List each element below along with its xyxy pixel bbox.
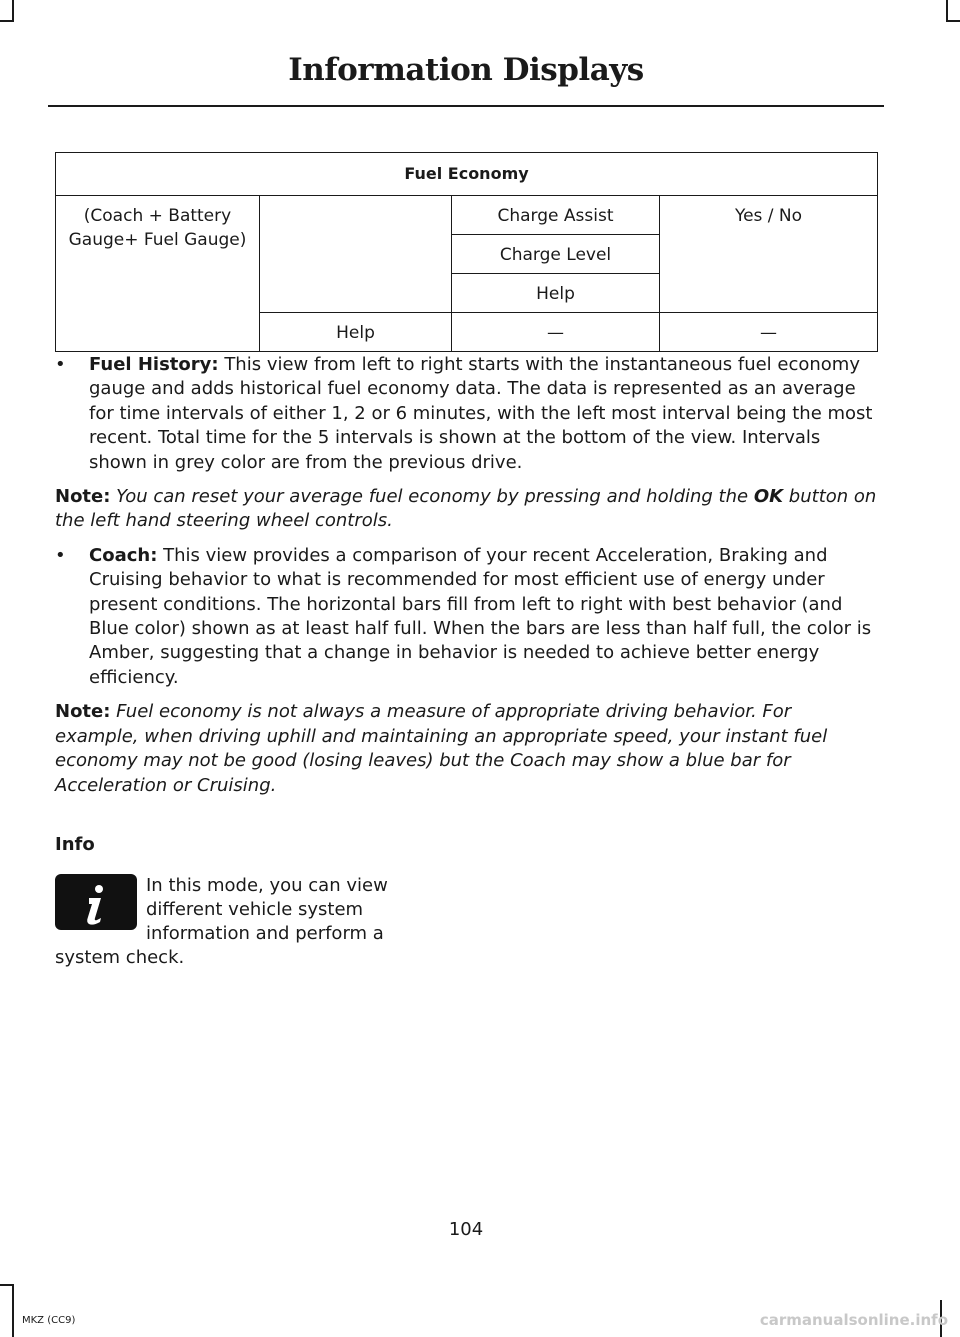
info-text-continued: system check. bbox=[55, 947, 185, 968]
coach-text: This view provides a comparison of your recent Acceleration, Braking and Cruising behavior to what is recommended for most efficient use of energy under present conditions. The horizontal bars fill from left to right with best behavior (and Blue color) shown as at least half full. When the bars are less than half full, the color is Amber, suggesting that a change in behavior is needed to achieve better energy efficiency. bbox=[89, 544, 872, 688]
crop-mark-bottom-left-h bbox=[0, 1284, 14, 1286]
watermark: carmanualsonline.info bbox=[759, 1311, 948, 1329]
coach-label: Coach: bbox=[89, 544, 158, 566]
page-title: Information Displays bbox=[288, 52, 644, 88]
fuel-history-text: This view from left to right starts with the instantaneous fuel economy gauge and adds historical fuel economy data. The data is represented as an average for time intervals of either 1, 2 or 6 minutes, with the left most interval being the most recent. Total time for the 5 intervals is shown at the bottom of the view. Intervals shown in grey color are from the previous drive. bbox=[89, 354, 873, 473]
table-cell-help-row: Help bbox=[260, 313, 452, 352]
note-reset bbox=[55, 485, 879, 534]
note-label: Note: bbox=[55, 701, 111, 723]
table-cell-charge-level: Charge Level bbox=[452, 235, 660, 274]
crop-mark-top-left-v bbox=[12, 0, 14, 22]
header-rule bbox=[48, 105, 884, 107]
table-cell-help: Help bbox=[452, 274, 660, 313]
crop-mark-top-left-h bbox=[0, 20, 14, 22]
ok-button-ref: OK bbox=[753, 486, 784, 508]
table-cell-yes-no: Yes / No bbox=[660, 196, 878, 313]
fuel-economy-table bbox=[55, 152, 878, 352]
table-cell-dash: — bbox=[452, 313, 660, 352]
note-text: button on the left hand steering wheel controls. bbox=[55, 486, 877, 532]
page-number: 104 bbox=[448, 1219, 484, 1240]
list-item-coach bbox=[55, 544, 879, 690]
note-text: You can reset your average fuel economy by pressing and holding the bbox=[110, 486, 754, 508]
note-fuel-economy bbox=[55, 700, 879, 798]
crop-mark-bottom-left-v bbox=[12, 1284, 14, 1337]
note-text: Fuel economy is not always a measure of appropriate driving behavior. For example, when driving uphill and maintaining an appropriate speed, your instant fuel economy may not be good (losing leaves) but the Coach may show a blue bar for Acceleration or Cruising. bbox=[55, 701, 828, 796]
table-view-name: (Coach + Battery Gauge+ Fuel Gauge) bbox=[56, 196, 260, 352]
bullet-icon: • bbox=[55, 544, 66, 566]
info-heading: Info bbox=[55, 834, 95, 855]
fuel-history-label: Fuel History: bbox=[89, 354, 219, 375]
table-title: Fuel Economy bbox=[56, 153, 878, 196]
model-code: MKZ (CC9) bbox=[22, 1315, 76, 1326]
info-icon bbox=[55, 874, 137, 930]
table-cell-dash: — bbox=[660, 313, 878, 352]
body-text bbox=[55, 353, 879, 808]
note-label: Note: bbox=[55, 486, 111, 508]
table-empty-cell bbox=[260, 196, 452, 313]
crop-mark-top-right-v bbox=[946, 0, 948, 22]
table-cell-charge-assist: Charge Assist bbox=[452, 196, 660, 235]
info-text: In this mode, you can view different vehicle system information and perform a bbox=[146, 875, 388, 944]
bullet-icon: • bbox=[55, 354, 66, 375]
crop-mark-top-right-h bbox=[946, 20, 960, 22]
list-item-fuel-history bbox=[55, 353, 879, 475]
